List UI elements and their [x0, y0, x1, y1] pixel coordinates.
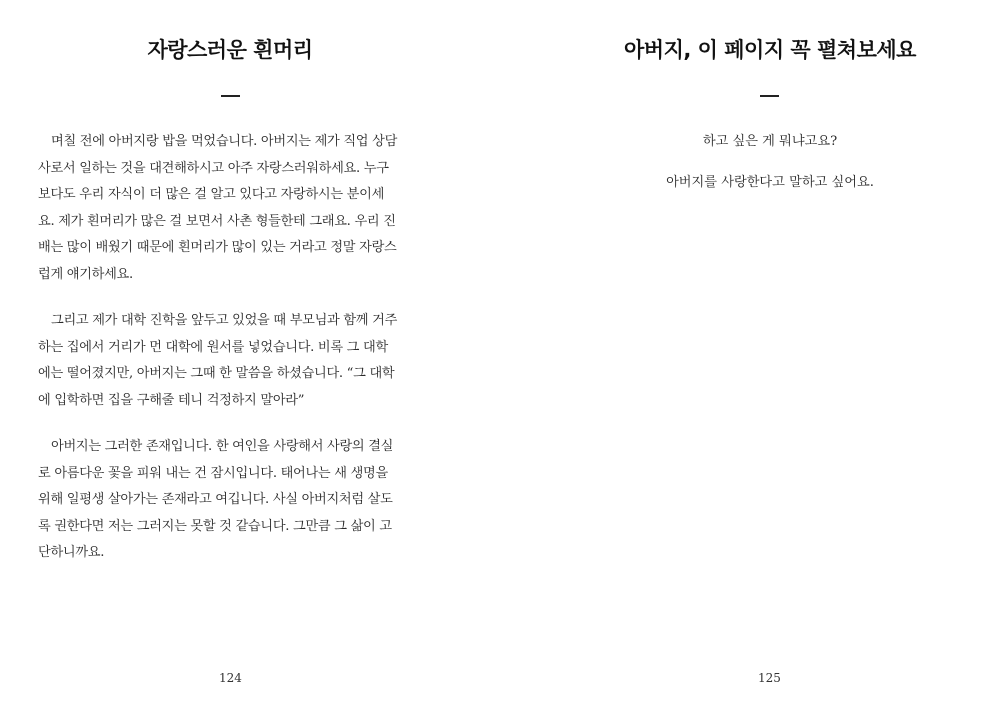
text-line: 럽게 얘기하세요.	[38, 266, 133, 282]
right-page-title: 아버지, 이 페이지 꼭 펼쳐보세요	[624, 38, 916, 62]
right-page	[500, 0, 1000, 711]
title-divider	[221, 95, 240, 97]
text-line: 로 아름다운 꽃을 피워 내는 건 잠시입니다. 태어나는 새 생명을	[38, 465, 388, 481]
paragraph	[38, 308, 424, 414]
text-line: 위해 일평생 살아가는 존재라고 여깁니다. 사실 아버지처럼 살도	[38, 492, 393, 507]
page-number: 125	[758, 671, 781, 685]
text-line: 아버지를 사랑한다고 말하고 싶어요.	[666, 175, 874, 190]
paragraph	[38, 434, 424, 567]
text-line: 에는 떨어졌지만, 아버지는 그때 한 말씀을 하셨습니다. “그 대학	[38, 366, 395, 381]
text-line: 하고 싶은 게 뭐냐고요?	[702, 134, 838, 149]
text-line: 요. 제가 흰머리가 많은 걸 보면서 사촌 형들한테 그래요. 우리 진	[38, 213, 396, 229]
text-line: 그리고 제가 대학 진학을 앞두고 있었을 때 부모님과 함께 거주	[51, 313, 398, 328]
text-line: 아버지는 그러한 존재입니다. 한 여인을 사랑해서 사랑의 결실	[51, 439, 394, 454]
title-divider	[760, 95, 779, 97]
text-line: 보다도 우리 자식이 더 많은 걸 알고 있다고 자랑하시는 분이세	[38, 187, 385, 202]
text-line: 며칠 전에 아버지랑 밥을 먹었습니다. 아버지는 제가 직업 상담	[51, 134, 398, 149]
text-line: 하는 집에서 거리가 먼 대학에 원서를 넣었습니다. 비록 그 대학	[38, 339, 388, 355]
paragraph	[38, 129, 424, 288]
text-line: 에 입학하면 집을 구해줄 테니 걱정하지 말아라”	[38, 392, 305, 408]
text-line: 단하니까요.	[38, 545, 105, 560]
text-line: 사로서 일하는 것을 대견해하시고 아주 자랑스러워하세요. 누구	[38, 160, 389, 176]
text-line: 록 권한다면 저는 그러지는 못할 것 같습니다. 그만큼 그 삶이 고	[38, 518, 392, 534]
text-line: 배는 많이 배웠기 때문에 흰머리가 많이 있는 거라고 정말 자랑스	[38, 240, 397, 255]
left-page-title: 자랑스러운 흰머리	[147, 38, 313, 62]
page-number: 124	[219, 671, 242, 685]
left-page-body	[38, 129, 424, 587]
right-page-body	[500, 130, 1000, 212]
